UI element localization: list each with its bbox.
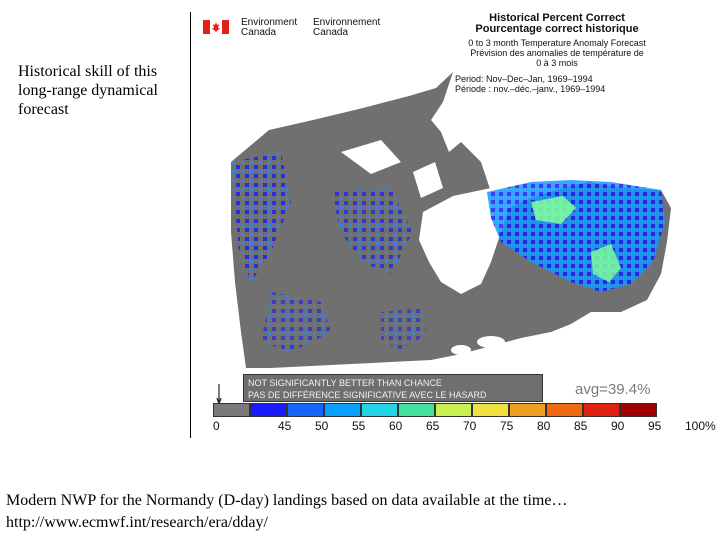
dept-en-line1: Environment [241, 17, 298, 28]
legend-tick-2: 50 [315, 419, 329, 433]
legend-swatch-3 [324, 403, 361, 417]
legend-swatch-9 [546, 403, 583, 417]
dept-fr-line1: Environnement [313, 17, 381, 28]
legend-tick-9: 85 [574, 419, 588, 433]
color-legend [213, 403, 657, 417]
dept-en-line2: Canada [241, 27, 277, 38]
legend-tick-10: 90 [611, 419, 625, 433]
subtitle-fr-2: 0 à 3 mois [536, 58, 578, 68]
legend-swatch-4 [361, 403, 398, 417]
not-significant-note [243, 374, 543, 402]
period-en: Period: Nov–Dec–Jan, 1969–1994 [455, 74, 593, 84]
legend-swatch-5 [398, 403, 435, 417]
legend-tick-7: 75 [500, 419, 514, 433]
legend-tick-0: 0 [213, 419, 220, 433]
subtitle-fr-1: Prévision des anomalies de température de [470, 48, 644, 58]
legend-swatch-2 [287, 403, 324, 417]
legend-swatch-0 [213, 403, 250, 417]
title-fr: Pourcentage correct historique [475, 23, 639, 35]
note-line-fr: PAS DE DIFFÉRENCE SIGNIFICATIVE AVEC LE HASARD [248, 390, 487, 400]
caption-historical-skill: Historical skill of this long-range dynamical forecast [18, 63, 158, 118]
period-fr: Période : nov.–déc.–janv., 1969–1994 [455, 84, 606, 94]
subtitle-en: 0 to 3 month Temperature Anomaly Forecast [468, 38, 646, 48]
dept-fr-line2: Canada [313, 27, 349, 38]
legend-tick-6: 70 [463, 419, 477, 433]
legend-tick-1: 45 [278, 419, 292, 433]
legend-tick-3: 55 [352, 419, 366, 433]
legend-tick-8: 80 [537, 419, 551, 433]
legend-swatch-10 [583, 403, 620, 417]
title-en: Historical Percent Correct [489, 12, 625, 24]
legend-swatch-1 [250, 403, 287, 417]
forecast-map-figure [190, 12, 716, 438]
legend-tick-5: 65 [426, 419, 440, 433]
legend-tick-11: 95 [648, 419, 662, 433]
caption-normandy-nwp: Modern NWP for the Normandy (D-day) landings based on data available at the time… http://www.ecmwf.int/research/era/dday/ [6, 492, 568, 531]
average-label: avg=39.4% [575, 381, 651, 398]
legend-swatch-6 [435, 403, 472, 417]
note-line-en: NOT SIGNIFICANTLY BETTER THAN CHANCE [248, 378, 442, 388]
legend-tick-12: 100% [685, 419, 716, 433]
legend-swatch-11 [620, 403, 657, 417]
legend-swatch-8 [509, 403, 546, 417]
legend-swatch-7 [472, 403, 509, 417]
legend-ticks [205, 419, 716, 433]
legend-tick-4: 60 [389, 419, 403, 433]
